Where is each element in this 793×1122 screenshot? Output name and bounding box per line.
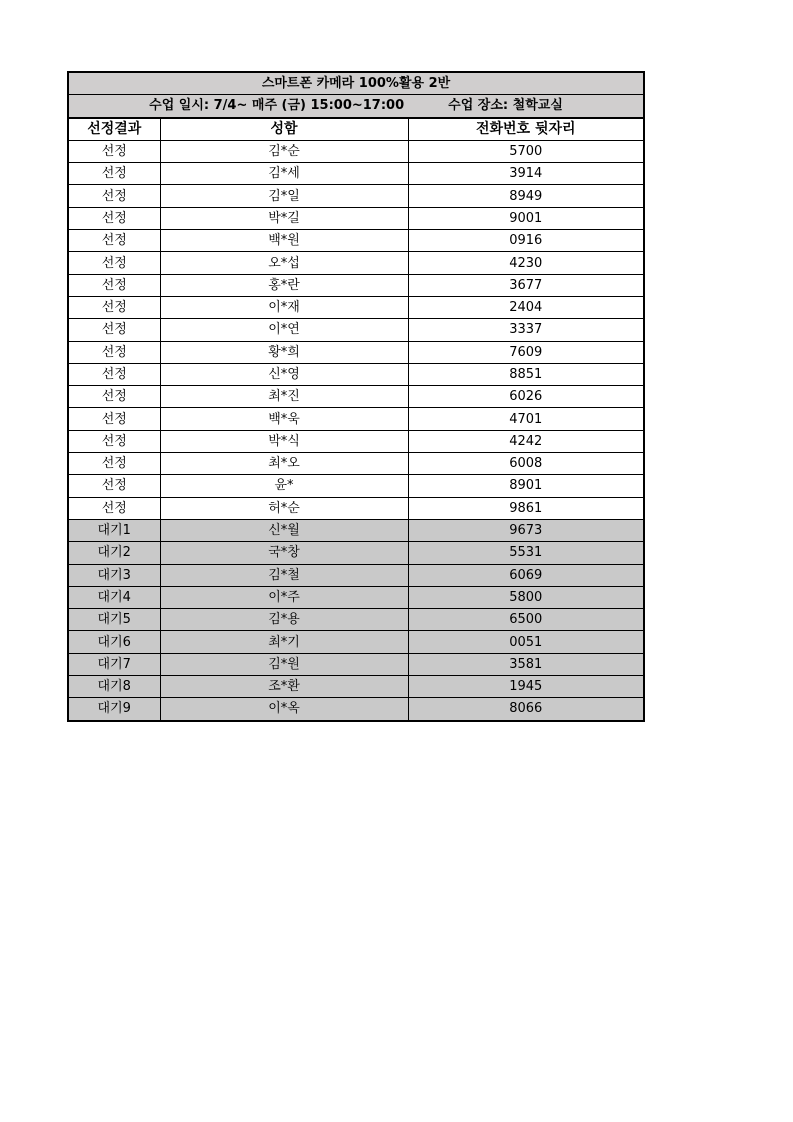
name-cell: 김*철 [160,564,408,586]
selection-results-table [67,71,645,722]
result-cell: 선정 [68,296,160,318]
result-cell: 선정 [68,230,160,252]
class-schedule: 수업 일시: 7/4~ 매주 (금) 15:00~17:00 [149,98,405,114]
name-cell: 김*일 [160,185,408,207]
name-cell: 김*세 [160,163,408,185]
name-cell: 김*원 [160,653,408,675]
result-cell: 대기7 [68,653,160,675]
name-cell: 신*영 [160,363,408,385]
table-row [68,207,644,229]
table-row [68,519,644,541]
class-location: 수업 장소: 철학교실 [448,98,563,114]
phone-cell: 2404 [408,296,644,318]
header-name: 성함 [160,118,408,141]
phone-cell: 4242 [408,430,644,452]
result-cell: 대기6 [68,631,160,653]
result-cell: 선정 [68,430,160,452]
table-row [68,386,644,408]
result-cell: 선정 [68,207,160,229]
table-row [68,274,644,296]
table-row [68,230,644,252]
name-cell: 이*재 [160,296,408,318]
class-title: 스마트폰 카메라 100%활용 2반 [68,72,644,95]
name-cell: 최*오 [160,453,408,475]
phone-cell: 3914 [408,163,644,185]
phone-cell: 1945 [408,676,644,698]
name-cell: 이*주 [160,586,408,608]
name-cell: 김*용 [160,609,408,631]
table-row [68,252,644,274]
phone-cell: 6026 [408,386,644,408]
result-cell: 선정 [68,185,160,207]
phone-cell: 4230 [408,252,644,274]
name-cell: 이*옥 [160,698,408,721]
result-cell: 선정 [68,453,160,475]
table-row [68,408,644,430]
result-cell: 선정 [68,319,160,341]
result-cell: 대기8 [68,676,160,698]
name-cell: 최*진 [160,386,408,408]
phone-cell: 8066 [408,698,644,721]
name-cell: 윤* [160,475,408,497]
phone-cell: 9673 [408,519,644,541]
table-row [68,698,644,721]
name-cell: 김*순 [160,140,408,162]
table-row [68,631,644,653]
table-row [68,140,644,162]
phone-cell: 3337 [408,319,644,341]
result-cell: 선정 [68,252,160,274]
result-cell: 선정 [68,140,160,162]
table-row [68,296,644,318]
table-row [68,430,644,452]
result-cell: 대기1 [68,519,160,541]
result-cell: 선정 [68,475,160,497]
result-cell: 대기5 [68,609,160,631]
header-result: 선정결과 [68,118,160,141]
result-cell: 선정 [68,497,160,519]
table-row [68,453,644,475]
phone-cell: 0916 [408,230,644,252]
phone-cell: 9861 [408,497,644,519]
table-row [68,475,644,497]
name-cell: 신*월 [160,519,408,541]
name-cell: 허*순 [160,497,408,519]
phone-cell: 4701 [408,408,644,430]
table-row [68,609,644,631]
result-cell: 선정 [68,408,160,430]
class-info [68,95,644,118]
phone-cell: 6069 [408,564,644,586]
table-row [68,185,644,207]
name-cell: 이*연 [160,319,408,341]
table-row [68,163,644,185]
result-cell: 선정 [68,341,160,363]
result-cell: 대기2 [68,542,160,564]
result-cell: 대기9 [68,698,160,721]
phone-cell: 8949 [408,185,644,207]
name-cell: 박*식 [160,430,408,452]
table-row [68,341,644,363]
result-cell: 선정 [68,274,160,296]
header-phone: 전화번호 뒷자리 [408,118,644,141]
name-cell: 박*길 [160,207,408,229]
column-header-row [68,118,644,141]
name-cell: 최*기 [160,631,408,653]
table-row [68,586,644,608]
table-title-row [68,72,644,95]
table-row [68,497,644,519]
table-row [68,363,644,385]
name-cell: 오*섭 [160,252,408,274]
name-cell: 백*원 [160,230,408,252]
phone-cell: 0051 [408,631,644,653]
phone-cell: 6008 [408,453,644,475]
phone-cell: 9001 [408,207,644,229]
result-cell: 대기3 [68,564,160,586]
table-row [68,653,644,675]
phone-cell: 5800 [408,586,644,608]
phone-cell: 3581 [408,653,644,675]
phone-cell: 8851 [408,363,644,385]
result-cell: 선정 [68,386,160,408]
name-cell: 홍*란 [160,274,408,296]
phone-cell: 5531 [408,542,644,564]
name-cell: 황*희 [160,341,408,363]
table-row [68,542,644,564]
result-cell: 대기4 [68,586,160,608]
phone-cell: 6500 [408,609,644,631]
name-cell: 조*환 [160,676,408,698]
name-cell: 백*욱 [160,408,408,430]
name-cell: 국*창 [160,542,408,564]
table-row [68,319,644,341]
phone-cell: 5700 [408,140,644,162]
phone-cell: 7609 [408,341,644,363]
class-info-row [68,95,644,118]
result-cell: 선정 [68,363,160,385]
table-row [68,564,644,586]
phone-cell: 8901 [408,475,644,497]
phone-cell: 3677 [408,274,644,296]
table-row [68,676,644,698]
result-cell: 선정 [68,163,160,185]
